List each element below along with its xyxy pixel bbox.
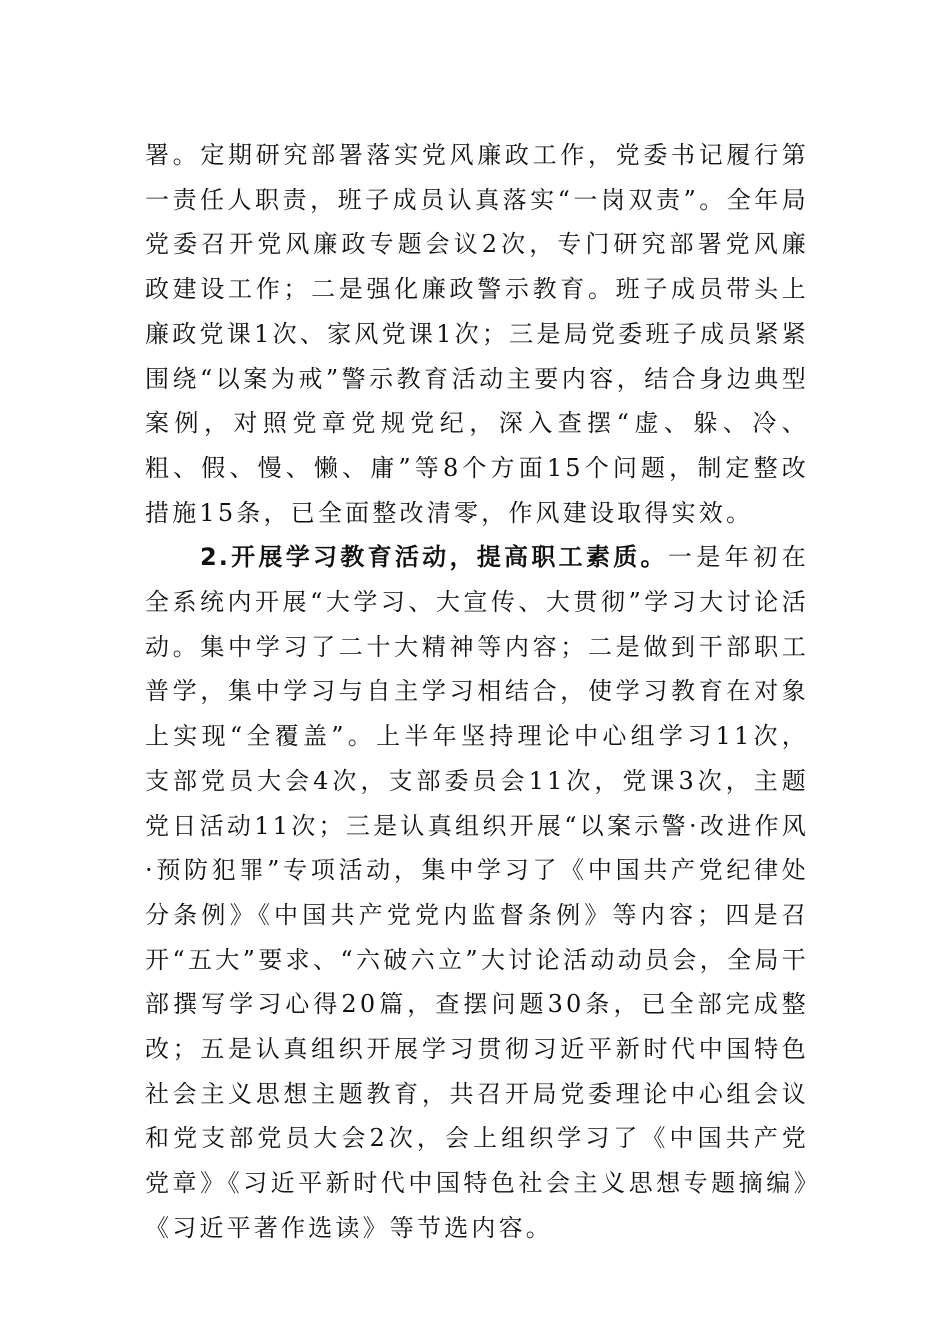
section-heading: 2.开展学习教育活动，提高职工素质。 — [200, 543, 668, 572]
paragraph-2-text: 一是年初在全系统内开展“大学习、大宣传、大贯彻”学习大讨论活动。集中学习了二十大精神等内容；二是做到干部职工普学，集中学习与自主学习相结合，使学习教育在对象上实现“全覆盖”。上半年坚持理论中心组学习11次，支部党员大会4次，支部委员会11次，党课3次，主题党日活动11次；三是认真组织开展“以案示警·改进作风·预防犯罪”专项活动，集中学习了《中国共产党纪律处分条例》《中国共产党党内监督条例》等内容；四是召开“五大”要求、“六破六立”大讨论活动动员会，全局干部撰写学习心得20篇，查摆问题30条，已全部完成整改；五是认真组织开展学习贯彻习近平新时代中国特色社会主义思想主题教育，共召开局党委理论中心组会议和党支部党员大会2次，会上组织学习了《中国共产党党章》《习近平新时代中国特色社会主义思想专题摘编》《习近平著作选读》等节选内容。 — [145, 543, 809, 1242]
document-body — [145, 133, 809, 1251]
paragraph-1 — [145, 133, 809, 535]
paragraph-1-text: 署。定期研究部署落实党风廉政工作，党委书记履行第一责任人职责，班子成员认真落实“一岗双责”。全年局党委召开党风廉政专题会议2次，专门研究部署党风廉政建设工作；二是强化廉政警示教育。班子成员带头上廉政党课1次、家风党课1次；三是局党委班子成员紧紧围绕“以案为戒”警示教育活动主要内容，结合身边典型案例，对照党章党规党纪，深入查摆“虚、躲、冷、粗、假、慢、懒、庸”等8个方面15个问题，制定整改措施15条，已全面整改清零，作风建设取得实效。 — [145, 141, 809, 527]
paragraph-2 — [145, 535, 809, 1250]
